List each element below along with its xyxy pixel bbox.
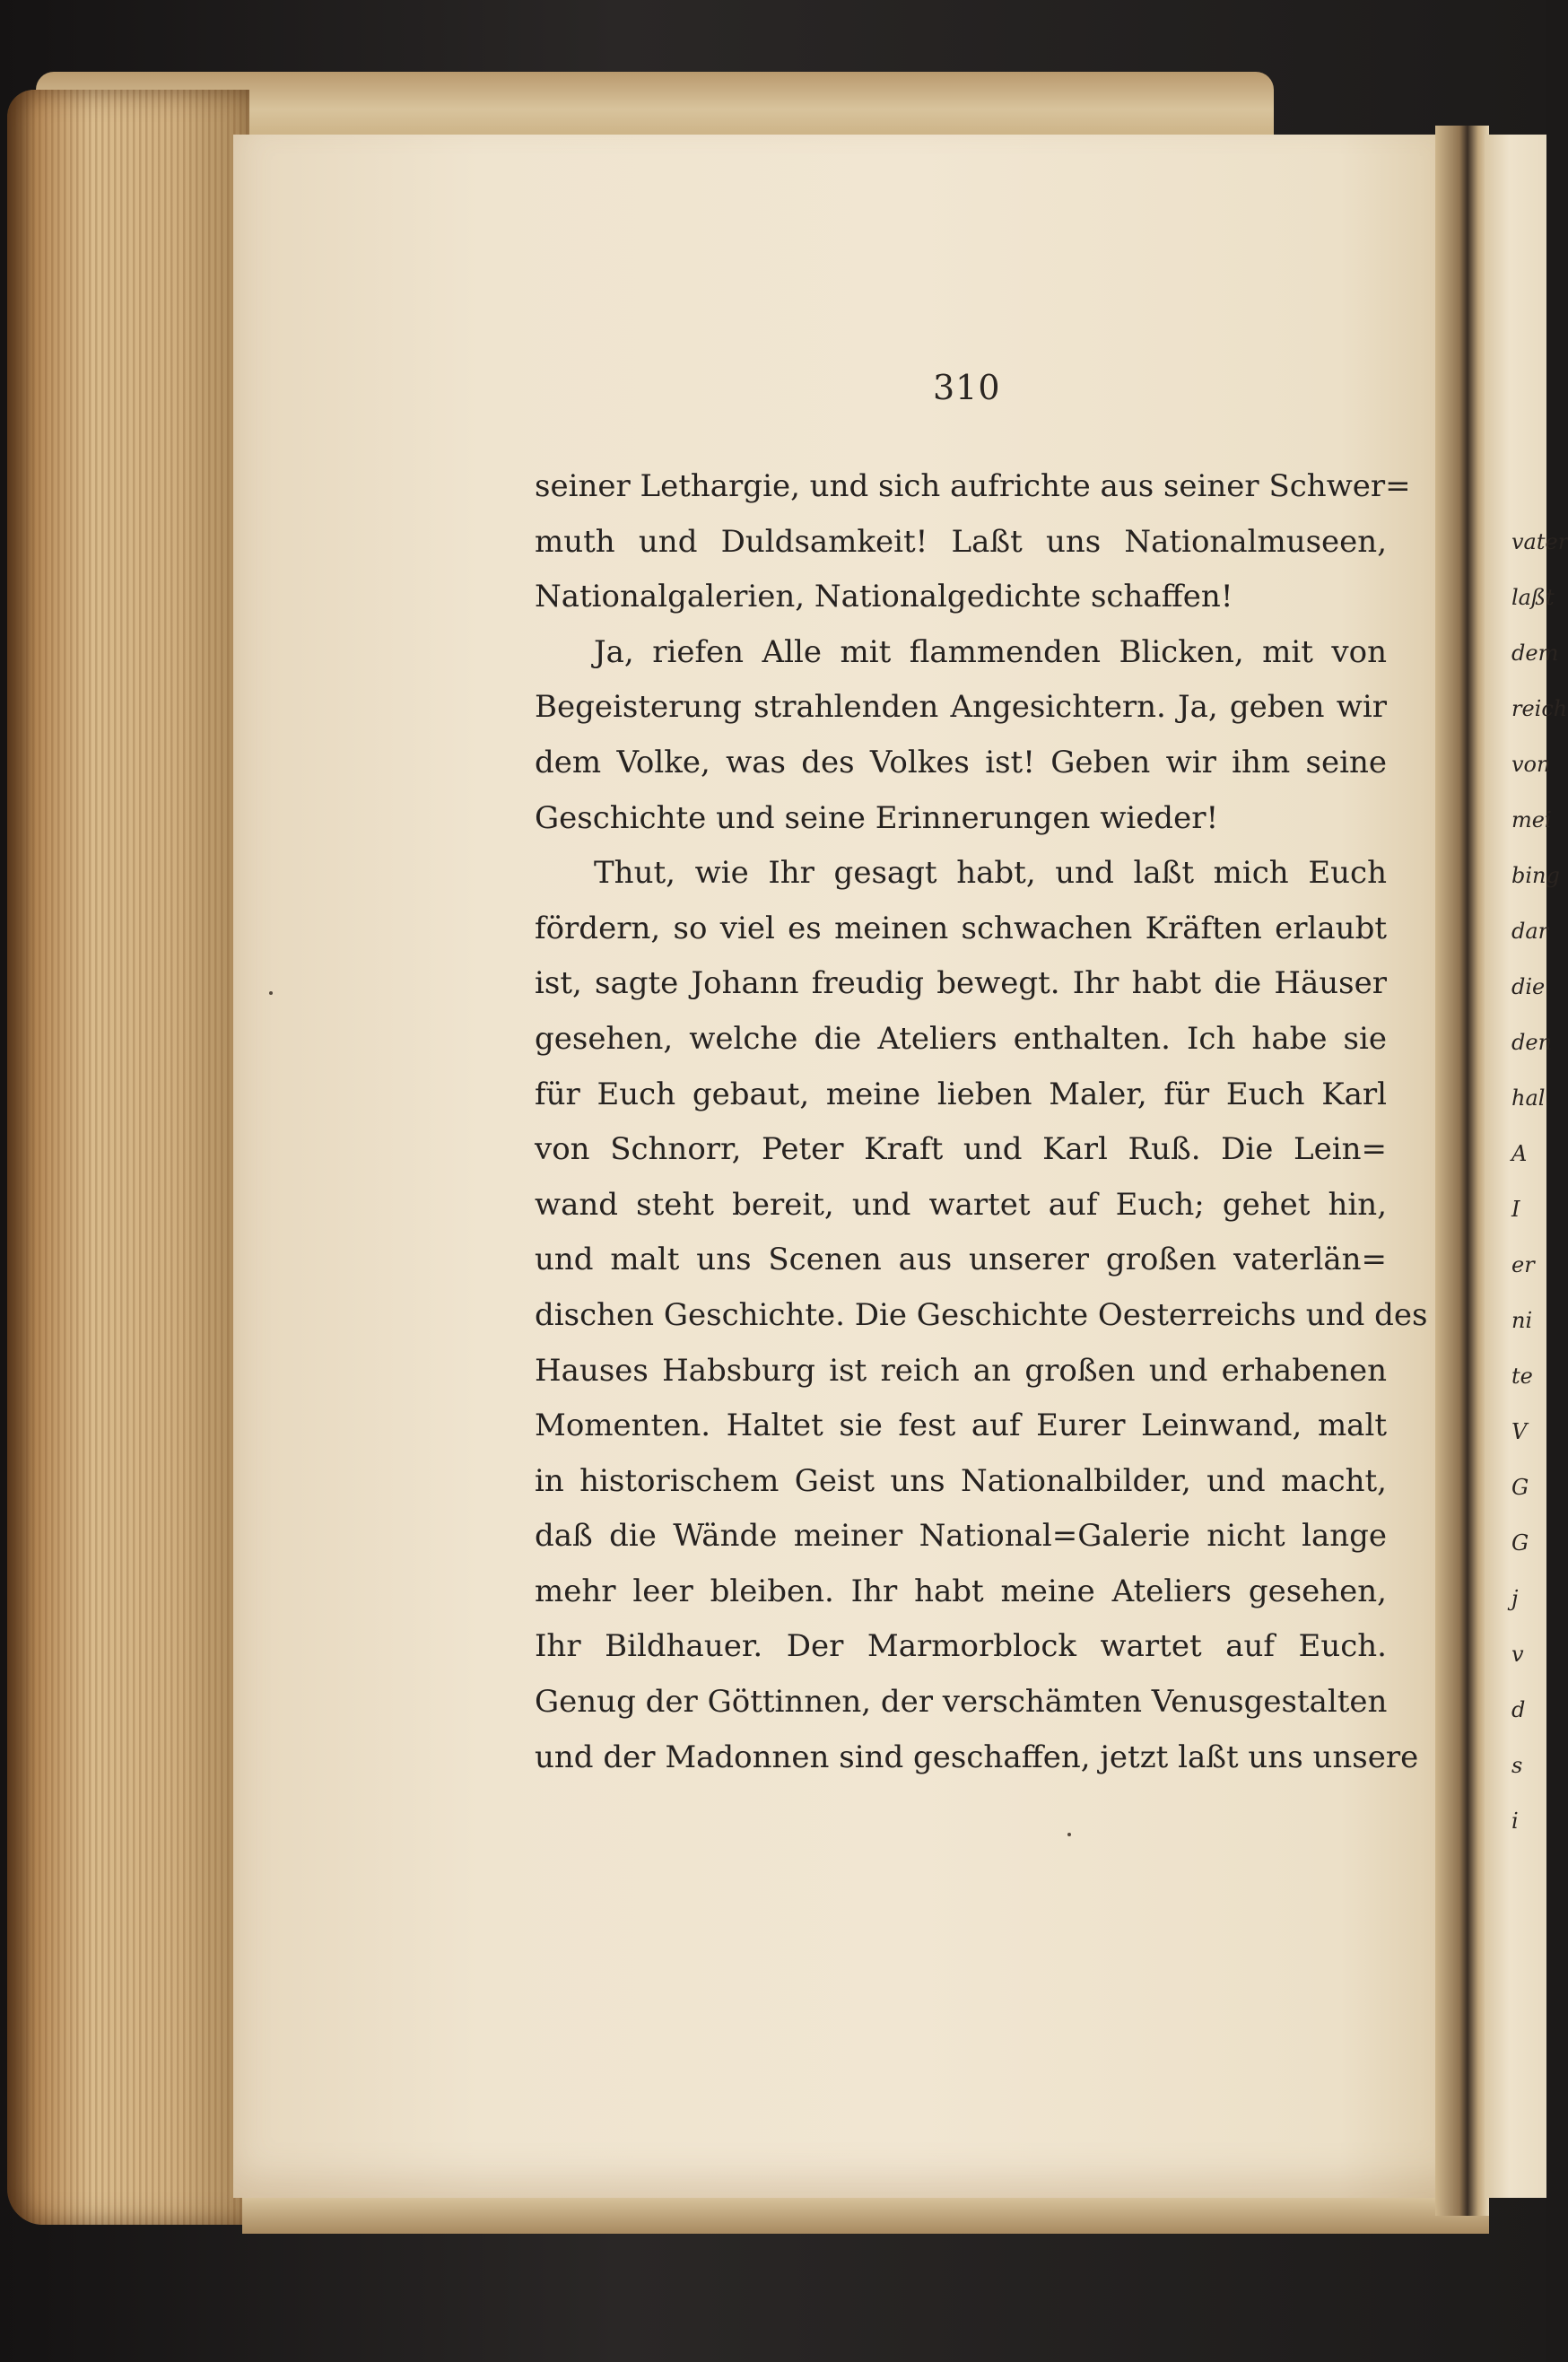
page-number: 310 (933, 368, 1001, 407)
next-page-fragment: von (1511, 752, 1551, 777)
paper-speck (269, 991, 273, 995)
next-page-fragment: bing (1511, 863, 1560, 888)
text-line: Genug der Göttinnen, der verschämten Venusgestalten (535, 1684, 1388, 1721)
next-page-fragment: er (1511, 1252, 1535, 1277)
paper-speck (1067, 1833, 1071, 1836)
book-bottom-edge (242, 2198, 1489, 2234)
next-page-fragment: te (1511, 1364, 1533, 1389)
right-page-partial (1485, 135, 1568, 2198)
text-line: Geschichte und seine Erinnerungen wieder! (535, 799, 1219, 836)
text-line: fördern, so viel es meinen schwachen Kräften erlaubt (535, 910, 1387, 946)
next-page-fragment: mei (1511, 807, 1552, 832)
next-page-fragment: G (1511, 1475, 1529, 1500)
next-page-fragment: dar (1511, 919, 1549, 944)
next-page-fragment: V (1511, 1419, 1528, 1444)
next-page-fragment: reich (1511, 696, 1568, 721)
text-line: dischen Geschichte. Die Geschichte Oesterreichs und des (535, 1296, 1428, 1333)
next-page-fragment: i (1511, 1809, 1519, 1834)
next-page-fragment: s (1511, 1753, 1523, 1778)
text-line: daß die Wände meiner National=Galerie nicht lange (535, 1518, 1387, 1555)
text-line: ist, sagte Johann freudig bewegt. Ihr habt die Häuser (535, 965, 1387, 1002)
next-page-fragment: d (1511, 1697, 1526, 1722)
text-line: von Schnorr, Peter Kraft und Karl Ruß. Die Lein= (535, 1131, 1387, 1168)
next-page-fragment: G (1511, 1530, 1529, 1556)
next-page-fragment: vater (1511, 529, 1568, 554)
next-page-fragment: hal (1511, 1085, 1546, 1111)
body-text (535, 459, 1428, 1785)
text-line: dem Volke, was des Volkes ist! Geben wir ihm seine (535, 744, 1387, 780)
text-line: mehr leer bleiben. Ihr habt meine Ateliers gesehen, (535, 1573, 1387, 1609)
text-line: Ja, riefen Alle mit flammenden Blicken, mit von (594, 633, 1387, 670)
text-line: seiner Lethargie, und sich aufrichte aus seiner Schwer= (535, 468, 1411, 504)
next-page-fragment: j (1511, 1586, 1519, 1611)
text-line: Nationalgalerien, Nationalgedichte schaffen! (535, 579, 1233, 615)
text-line: und malt uns Scenen aus unserer großen vaterlän= (535, 1242, 1387, 1278)
text-line: Hauses Habsburg ist reich an großen und erhabenen (535, 1352, 1387, 1389)
text-line: in historischem Geist uns Nationalbilder, und macht, (535, 1462, 1387, 1499)
next-page-fragment: A (1511, 1141, 1528, 1166)
next-page-fragment: die (1511, 974, 1546, 999)
next-page-fragment: dem (1511, 641, 1559, 666)
text-line: Thut, wie Ihr gesagt habt, und laßt mich Euch (594, 855, 1387, 892)
page-stack-edge (7, 90, 249, 2225)
next-page-fragment: ni (1511, 1308, 1533, 1333)
next-page-fragment: v (1511, 1642, 1524, 1667)
book-gutter (1435, 126, 1489, 2216)
next-page-fragment: I (1511, 1197, 1520, 1222)
text-line: gesehen, welche die Ateliers enthalten. Ich habe sie (535, 1020, 1387, 1057)
text-line: Begeisterung strahlenden Angesichtern. Ja, geben wir (535, 689, 1387, 726)
text-line: für Euch gebaut, meine lieben Maler, für Euch Karl (535, 1076, 1387, 1112)
next-page-fragment: laßt (1511, 585, 1555, 610)
text-line: wand steht bereit, und wartet auf Euch; gehet hin, (535, 1186, 1387, 1223)
text-line: Momenten. Haltet sie fest auf Eurer Leinwand, malt (535, 1408, 1387, 1444)
next-page-fragment: den (1511, 1030, 1553, 1055)
text-line: muth und Duldsamkeit! Laßt uns Nationalmuseen, (535, 523, 1387, 560)
text-line: Ihr Bildhauer. Der Marmorblock wartet auf Euch. (535, 1628, 1387, 1665)
text-line: und der Madonnen sind geschaffen, jetzt laßt uns unsere (535, 1739, 1419, 1775)
